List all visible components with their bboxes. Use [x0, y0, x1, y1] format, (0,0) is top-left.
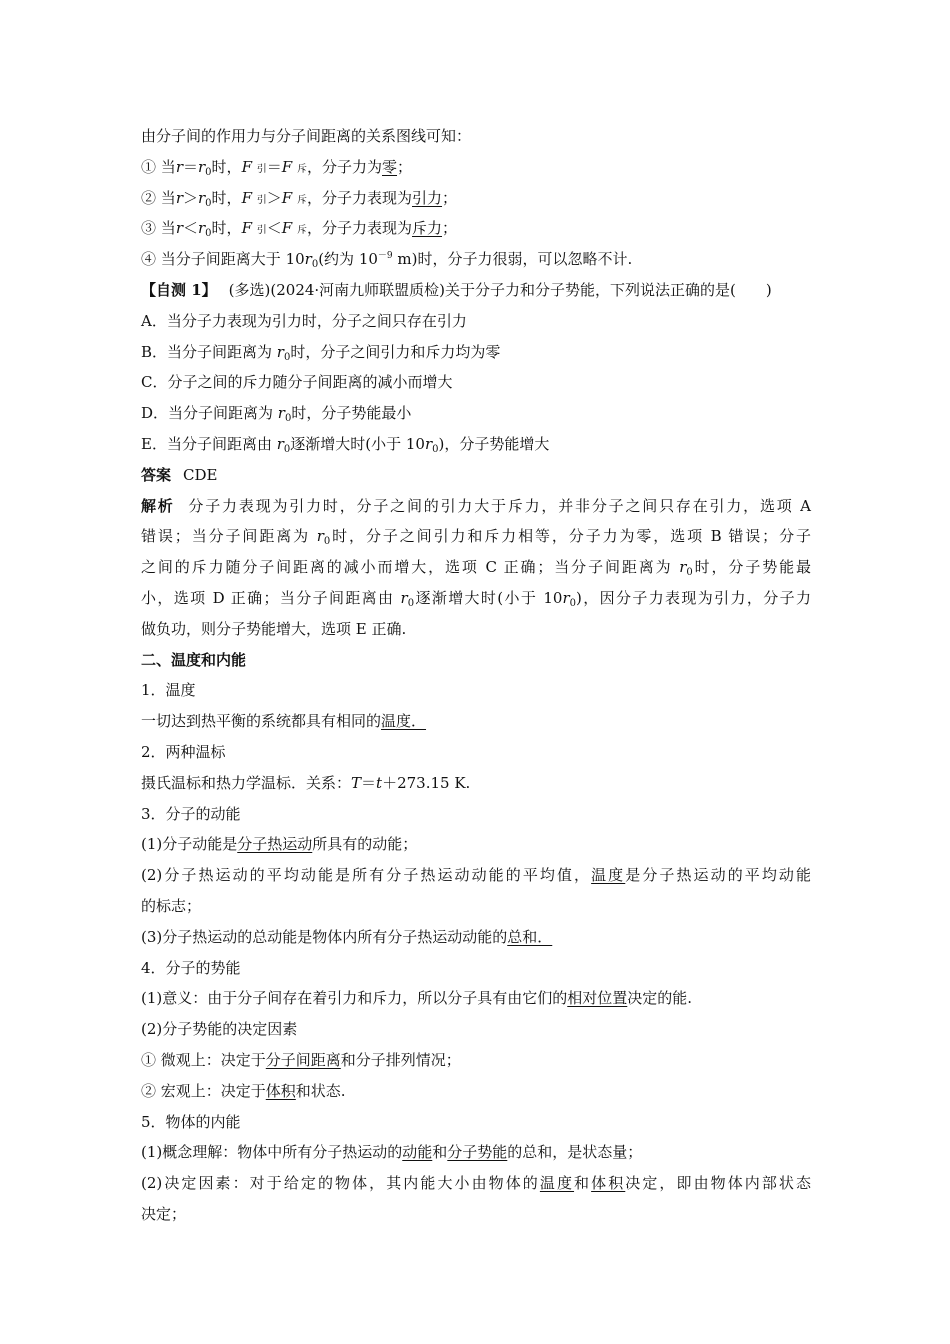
para-kinetic-3: (3)分子热运动的总动能是物体内所有分子热运动动能的总和．	[141, 927, 553, 946]
analysis-line-4: 小，选项 D 正确；当分子间距离由 $r_0$逐渐增大时(小于 $10r_0$)，因分子力表现为引力，分子力	[141, 588, 811, 609]
analysis-line-3: 之间的斥力随分子间距离的减小而增大，选项 C 正确；当分子间距离为 $r_0$时，分子势能最	[141, 558, 811, 579]
answer-blank: 斥力	[412, 219, 443, 238]
para-temperature: 一切达到热平衡的系统都具有相同的温度．	[141, 712, 427, 731]
heading-internal-energy: 5．物体的内能	[141, 1112, 241, 1131]
para-internal-2-cont: 决定；	[141, 1204, 187, 1223]
case-4: ④ 当分子间距离大于 $10r_0$(约为 $10^{-9}$ m)时，分子力很弱，可以忽略不计.	[141, 250, 633, 271]
intro-line: 由分子间的作用力与分子间距离的关系图线可知：	[141, 127, 472, 145]
case-1: ① 当$r=r_0$时，F 引＝F 斥，分子力为零；	[141, 157, 413, 178]
answer-line	[141, 460, 811, 491]
analysis-label: 解析	[141, 496, 175, 515]
answer-blank: 零	[382, 157, 398, 176]
analysis-line-2: 错误；当分子间距离为 $r_0$时，分子之间引力和斥力相等，分子力为零，选项 B 错误；分子	[141, 527, 811, 548]
answer-value: CDE	[183, 465, 218, 484]
para-potential-2: (2)分子势能的决定因素	[141, 1020, 298, 1039]
answer-blank: 引力	[412, 188, 443, 207]
answer-label: 答案	[141, 465, 172, 484]
document-page	[141, 121, 811, 1230]
para-kinetic-2: (2)分子热运动的平均动能是所有分子热运动动能的平均值，温度是分子热运动的平均动能	[141, 866, 811, 885]
heading-kinetic: 3．分子的动能	[141, 804, 241, 823]
para-internal-2: (2)决定因素：对于给定的物体，其内能大小由物体的温度和体积决定，即由物体内部状态	[141, 1174, 811, 1193]
analysis-line-5: 做负功，则分子势能增大，选项 E 正确.	[141, 619, 407, 638]
para-internal-1: (1)概念理解：物体中所有分子热运动的动能和分子势能的总和，是状态量；	[141, 1143, 643, 1162]
section-title: 二、温度和内能	[141, 650, 247, 669]
heading-temperature: 1．温度	[141, 681, 196, 700]
para-scales: 摄氏温标和热力学温标．关系：T＝t＋273.15 K.	[141, 773, 471, 792]
option-b: B．当分子间距离为 $r_0$时，分子之间引力和斥力均为零	[141, 342, 501, 363]
self-test-tag: 【自测 1】	[141, 280, 217, 299]
para-potential-4: ② 宏观上：决定于体积和状态.	[141, 1081, 346, 1100]
heading-potential: 4．分子的势能	[141, 958, 241, 977]
para-potential-3: ① 微观上：决定于分子间距离和分子排列情况；	[141, 1050, 461, 1069]
para-kinetic-2-cont: 的标志；	[141, 896, 202, 915]
option-a: A．当分子力表现为引力时，分子之间只存在引力	[141, 311, 467, 330]
option-e: E．当分子间距离由 $r_0$逐渐增大时(小于 $10r_0$)，分子势能增大	[141, 434, 550, 455]
para-kinetic-1: (1)分子动能是分子热运动所具有的动能；	[141, 835, 418, 854]
para-potential-1: (1)意义：由于分子间存在着引力和斥力，所以分子具有由它们的相对位置决定的能.	[141, 989, 693, 1008]
self-test-stem: 【自测 1】 (多选)(2024·河南九师联盟质检)关于分子力和分子势能，下列说法正确的是( )	[141, 280, 772, 299]
case-2: ② 当$r>r_0$时，F 引＞F 斥，分子力表现为引力；	[141, 188, 458, 209]
option-d: D．当分子间距离为 $r_0$时，分子势能最小	[141, 404, 412, 425]
analysis-line-1: 解析 分子力表现为引力时，分子之间的引力大于斥力，并非分子之间只存在引力，选项 A	[141, 496, 811, 515]
case-3: ③ 当$r<r_0$时，F 引＜F 斥，分子力表现为斥力；	[141, 219, 458, 240]
option-c: C．分子之间的斥力随分子间距离的减小而增大	[141, 373, 453, 392]
heading-scales: 2．两种温标	[141, 742, 226, 761]
